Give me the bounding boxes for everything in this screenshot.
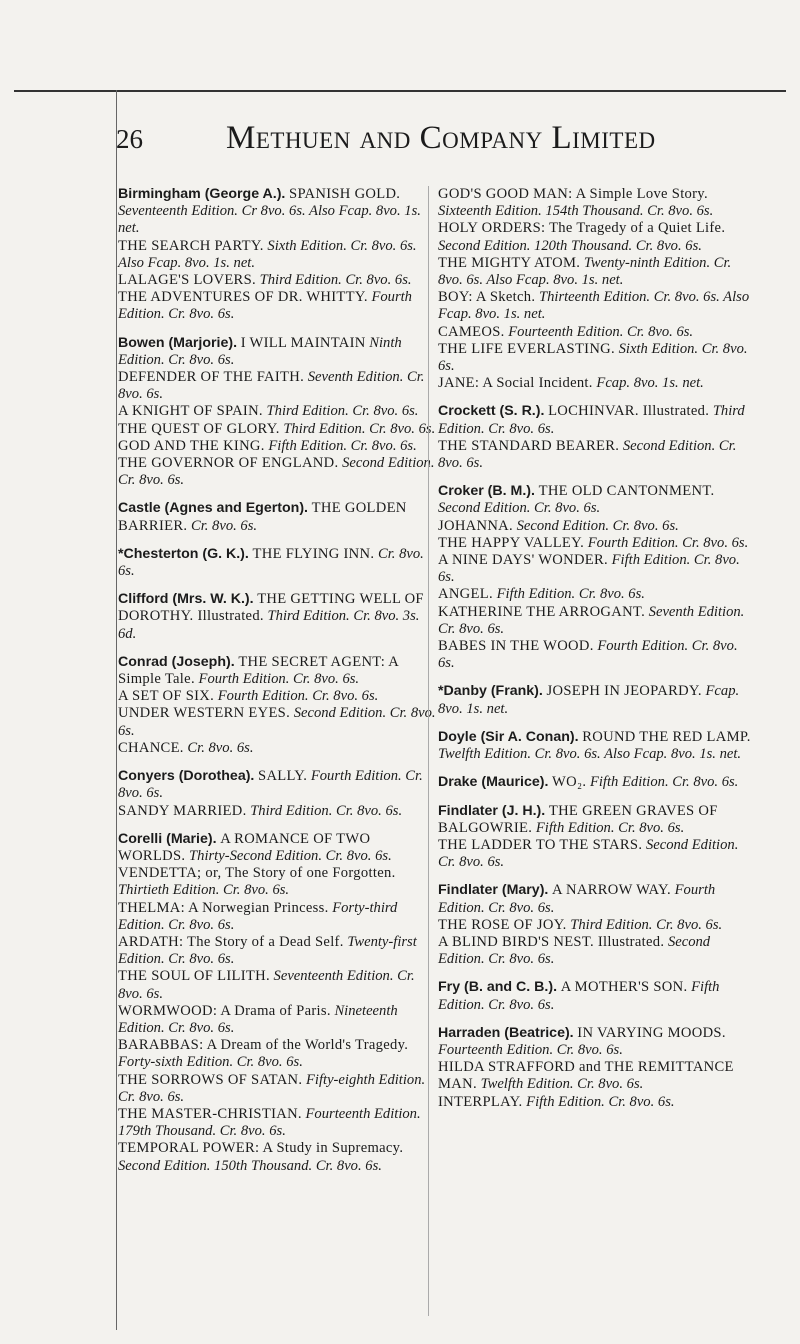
book-listing [438, 324, 756, 341]
book-title: THE SORROWS OF SATAN. [118, 1071, 303, 1088]
edition-details: Fourth Edition. Cr. 8vo. 6s. [118, 289, 412, 323]
catalogue-entry [438, 803, 756, 872]
book-title: THE ADVENTURES OF DR. WHITTY. [118, 289, 368, 306]
book-title: SANDY MARRIED. [118, 802, 247, 819]
author-name: Drake (Maurice). [438, 774, 549, 791]
right-column [438, 186, 756, 1122]
book-title: HOLY ORDERS: The Tragedy of a Quiet Life. [438, 220, 726, 237]
edition-details: Fourth Edition. Cr. 8vo. 6s. [118, 768, 423, 802]
edition-details: Cr. 8vo. 6s. [187, 739, 254, 756]
edition-details: Second Edition. 120th Thousand. Cr. 8vo. 6s. [438, 237, 702, 254]
edition-details: Twenty-first Edition. Cr. 8vo. 6s. [118, 933, 417, 968]
book-listing [118, 1003, 436, 1037]
book-listing [438, 220, 756, 254]
book-title: A SET OF SIX. [118, 688, 215, 705]
book-title: A KNIGHT OF SPAIN. [118, 403, 263, 420]
book-title: ANGEL. [438, 586, 493, 603]
edition-details: Thirty-Second Edition. Cr. 8vo. 6s. [189, 847, 392, 864]
book-title: THE SEARCH PARTY. [118, 237, 264, 254]
book-title: THE GOVERNOR OF ENGLAND. [118, 455, 339, 472]
author-name: Doyle (Sir A. Conan). [438, 728, 579, 745]
book-title: A NARROW WAY. [552, 882, 671, 899]
book-title: BARABBAS: A Dream of the World's Tragedy. [118, 1037, 409, 1054]
author-name: *Chesterton (G. K.). [118, 545, 249, 562]
book-listing [438, 186, 756, 220]
edition-details: Fifth Edition. Cr. 8vo. 6s. [496, 586, 645, 603]
catalogue-entry [438, 882, 756, 968]
book-listing [118, 438, 436, 455]
book-listing [118, 1037, 436, 1071]
edition-details: Second Edition. 150th Thousand. Cr. 8vo. 6s. [118, 1157, 382, 1174]
book-title: LOCHINVAR. Illustrated. [548, 403, 710, 420]
edition-details: Fifth Edition. Cr. 8vo. 6s. [438, 979, 720, 1013]
book-title: THE SECRET AGENT: A Simple Tale. [118, 653, 399, 688]
left-margin-rule [116, 90, 117, 1330]
author-name: Bowen (Marjorie). [118, 334, 238, 351]
book-listing [118, 272, 436, 289]
edition-details: Nineteenth Edition. Cr. 8vo. 6s. [118, 1002, 398, 1036]
edition-details: Fourteenth Edition. Cr. 8vo. 6s. [508, 323, 694, 340]
book-title: A MOTHER'S SON. [560, 979, 688, 996]
catalogue-entry [438, 186, 756, 392]
book-listing [118, 403, 436, 420]
book-title: THE LIFE EVERLASTING. [438, 340, 615, 357]
book-title: THE QUEST OF GLORY. [118, 420, 280, 437]
book-listing [438, 375, 756, 392]
book-title: THE STANDARD BEARER. [438, 437, 620, 454]
edition-details: Second Edition. Cr. 8vo. 6s. [118, 455, 435, 489]
book-title: THE SOUL OF LILITH. [118, 968, 270, 985]
book-title: THE MIGHTY ATOM. [438, 254, 581, 271]
book-title: CAMEOS. [438, 323, 505, 340]
book-listing [118, 900, 436, 934]
book-listing [438, 289, 756, 323]
edition-details: Fourth Edition. Cr. 8vo. 6s. [217, 688, 379, 705]
book-listing [438, 917, 756, 934]
book-listing [438, 1094, 756, 1111]
book-listing [118, 455, 436, 489]
edition-details: Fourth Edition. Cr. 8vo. 6s. [587, 534, 749, 551]
author-name: Crockett (S. R.). [438, 403, 545, 420]
edition-details: Thirtieth Edition. Cr. 8vo. 6s. [118, 882, 290, 899]
edition-details: Twenty-ninth Edition. Cr. 8vo. 6s. Also Fcap. 8vo. 1s. net. [438, 254, 732, 289]
book-title: THE FLYING INN. [252, 545, 375, 562]
edition-details: Fifth Edition. Cr. 8vo. 6s. [268, 437, 417, 454]
edition-details: Third Edition. Cr. 8vo. 6s. [266, 403, 419, 420]
book-title: THE MASTER-CHRISTIAN. [118, 1105, 302, 1122]
edition-details: Fourteenth Edition. 179th Thousand. Cr. 8vo. 6s. [118, 1105, 421, 1140]
edition-details: Forty-sixth Edition. Cr. 8vo. 6s. [118, 1054, 303, 1071]
edition-details: Thirteenth Edition. Cr. 8vo. 6s. Also Fcap. 8vo. 1s. net. [438, 289, 750, 323]
catalogue-entry [438, 1025, 756, 1111]
book-listing [118, 1140, 436, 1174]
edition-details: Fourth Edition. Cr. 8vo. 6s. [438, 882, 716, 916]
edition-details: Twelfth Edition. Cr. 8vo. 6s. Also Fcap. 8vo. 1s. net. [438, 746, 742, 763]
edition-details: Third Edition. Cr. 8vo. 6s. [570, 916, 723, 933]
edition-details: Fcap. 8vo. 1s. net. [596, 375, 704, 392]
book-listing [118, 968, 436, 1002]
book-title: THELMA: A Norwegian Princess. [118, 899, 329, 916]
book-listing [438, 535, 756, 552]
edition-details: Twelfth Edition. Cr. 8vo. 6s. [480, 1076, 644, 1093]
edition-details: Fifty-eighth Edition. Cr. 8vo. 6s. [118, 1071, 426, 1105]
edition-details: Fourth Edition. Cr. 8vo. 6s. [438, 638, 738, 672]
author-name: Harraden (Beatrice). [438, 1024, 574, 1041]
author-name: Conyers (Dorothea). [118, 768, 255, 785]
book-listing [118, 740, 436, 757]
author-name: Corelli (Marie). [118, 830, 217, 847]
edition-details: Second Edition. Cr. 8vo. 6s. [516, 517, 679, 534]
book-title: JOHANNA. [438, 517, 513, 534]
edition-details: Seventeenth Edition. Cr 8vo. 6s. Also Fcap. 8vo. 1s. net. [118, 203, 421, 237]
book-listing [118, 421, 436, 438]
book-title: A BLIND BIRD'S NEST. Illustrated. [438, 933, 665, 950]
edition-details: Second Edition. Cr. 8vo. 6s. [438, 933, 711, 968]
catalogue-entry [118, 186, 436, 324]
catalogue-entry [438, 729, 756, 763]
book-title: GOD AND THE KING. [118, 437, 265, 454]
book-listing [118, 289, 436, 323]
book-title: A ROMANCE OF TWO WORLDS. [118, 830, 371, 864]
catalogue-entry [438, 403, 756, 472]
book-title: WORMWOOD: A Drama of Paris. [118, 1002, 331, 1019]
book-title: KATHERINE THE ARROGANT. [438, 603, 646, 620]
edition-details: Fourteenth Edition. Cr. 8vo. 6s. [438, 1041, 623, 1058]
book-listing [438, 341, 756, 375]
running-head: Methuen and Company Limited [226, 120, 656, 156]
edition-details: Second Edition. Cr. 8vo. 6s. [438, 437, 737, 472]
edition-details: Third Edition. Cr. 8vo. 6s. [259, 272, 412, 289]
catalogue-entry [118, 768, 436, 820]
book-listing [552, 774, 738, 790]
book-title: TEMPORAL POWER: A Study in Supremacy. [118, 1140, 404, 1157]
book-title: JANE: A Social Incident. [438, 375, 593, 392]
catalogue-entry [438, 683, 756, 717]
book-listing [438, 604, 756, 638]
book-listing [438, 255, 756, 289]
edition-details: Fifth Edition. Cr. 8vo. 6s. [535, 819, 685, 836]
book-title: SPANISH GOLD. [289, 186, 401, 202]
page-header [116, 120, 756, 157]
book-listing [438, 638, 756, 672]
top-rule [14, 90, 786, 92]
book-title: DEFENDER OF THE FAITH. [118, 369, 305, 386]
catalogue-entry [118, 831, 436, 1175]
book-listing [118, 369, 436, 403]
book-title: INTERPLAY. [438, 1093, 523, 1110]
book-listing [118, 1072, 436, 1106]
book-listing [438, 518, 756, 535]
book-listing [438, 552, 756, 586]
book-title: UNDER WESTERN EYES. [118, 705, 291, 722]
author-name: Birmingham (George A.). [118, 186, 286, 202]
book-title: THE ROSE OF JOY. [438, 916, 567, 933]
catalogue-entry [118, 500, 436, 534]
edition-details: Second Edition. Cr. 8vo. 6s. [118, 705, 436, 739]
catalogue-entry [118, 654, 436, 757]
edition-details: Fifth Edition. Cr. 8vo. 6s. [438, 552, 740, 586]
book-title: THE HAPPY VALLEY. [438, 534, 585, 551]
author-name: Fry (B. and C. B.). [438, 979, 558, 996]
author-name: Clifford (Mrs. W. K.). [118, 591, 254, 608]
book-title: CHANCE. [118, 739, 184, 756]
edition-details: Third Edition. Cr. 8vo. 6s. [438, 403, 745, 437]
author-name: Findlater (J. H.). [438, 802, 546, 819]
book-listing [118, 865, 436, 899]
book-listing [118, 705, 436, 739]
catalogue-entry [118, 546, 436, 580]
book-title: BABES IN THE WOOD. [438, 638, 594, 655]
edition-details: Forty-third Edition. Cr. 8vo. 6s. [118, 899, 398, 933]
edition-details: Cr. 8vo. 6s. [118, 545, 424, 580]
edition-details: Fourth Edition. Cr. 8vo. 6s. [198, 671, 360, 688]
edition-details: Third Edition. Cr. 8vo. 6s. [250, 802, 403, 819]
book-listing [438, 934, 756, 968]
book-title: THE GETTING WELL OF DOROTHY. Illustrated. [118, 591, 424, 625]
book-listing [118, 688, 436, 705]
book-listing [438, 438, 756, 472]
author-name: Croker (B. M.). [438, 483, 535, 500]
edition-details: Sixteenth Edition. 154th Thousand. Cr. 8vo. 6s. [438, 203, 714, 220]
edition-details: Sixth Edition. Cr. 8vo. 6s. Also Fcap. 8vo. 1s. net. [118, 237, 417, 271]
book-title: GOD'S GOOD MAN: A Simple Love Story. [438, 186, 708, 202]
book-title: WO₂. [552, 774, 587, 791]
author-name: Findlater (Mary). [438, 882, 549, 899]
edition-details: Second Edition. Cr. 8vo. 6s. [438, 836, 739, 871]
book-title: I WILL MAINTAIN [240, 334, 366, 351]
book-title: ROUND THE RED LAMP. [582, 728, 751, 745]
catalogue-entry [118, 591, 436, 643]
book-title: JOSEPH IN JEOPARDY. [546, 683, 702, 700]
book-title: THE GOLDEN BARRIER. [118, 500, 407, 534]
edition-details: Seventh Edition. Cr. 8vo. 6s. [118, 369, 425, 403]
book-listing [438, 586, 756, 603]
book-title: HILDA STRAFFORD and THE REMITTANCE MAN. [438, 1059, 734, 1093]
edition-details: Cr. 8vo. 6s. [190, 517, 258, 534]
book-title: SALLY. [258, 768, 308, 785]
edition-details: Second Edition. Cr. 8vo. 6s. [438, 500, 601, 517]
book-title: THE GREEN GRAVES OF BALGOWRIE. [438, 802, 718, 836]
edition-details: Third Edition. Cr. 8vo. 3s. 6d. [118, 608, 420, 642]
author-name: Castle (Agnes and Egerton). [118, 500, 308, 517]
book-title: A NINE DAYS' WONDER. [438, 552, 608, 569]
book-title: VENDETTA; or, The Story of one Forgotten. [118, 865, 396, 882]
edition-details: Seventeenth Edition. Cr. 8vo. 6s. [118, 968, 415, 1002]
book-listing [438, 1059, 756, 1093]
book-title: THE OLD CANTONMENT. [538, 483, 715, 500]
author-name: Conrad (Joseph). [118, 653, 235, 670]
book-listing [118, 803, 436, 820]
edition-details: Fifth Edition. Cr. 8vo. 6s. [589, 774, 739, 791]
book-title: BOY: A Sketch. [438, 289, 536, 306]
catalogue-entry [438, 774, 756, 791]
book-listing [118, 238, 436, 272]
book-title: IN VARYING MOODS. [577, 1024, 726, 1041]
edition-details: Third Edition. Cr. 8vo. 6s. [283, 420, 436, 437]
page-number: 26 [116, 124, 143, 154]
book-title: LALAGE'S LOVERS. [118, 272, 256, 289]
column-divider [428, 186, 429, 1316]
book-listing [118, 1106, 436, 1140]
edition-details: Fcap. 8vo. 1s. net. [438, 683, 740, 717]
left-column [118, 186, 436, 1186]
book-title: ARDATH: The Story of a Dead Self. [118, 933, 344, 950]
edition-details: Sixth Edition. Cr. 8vo. 6s. [438, 340, 748, 375]
edition-details: Fifth Edition. Cr. 8vo. 6s. [526, 1093, 675, 1110]
author-name: *Danby (Frank). [438, 683, 543, 700]
catalogue-entry [118, 335, 436, 490]
book-title: THE LADDER TO THE STARS. [438, 836, 643, 853]
edition-details: Ninth Edition. Cr. 8vo. 6s. [118, 334, 402, 368]
catalogue-entry [438, 979, 756, 1013]
book-listing [118, 934, 436, 968]
catalogue-entry [438, 483, 756, 672]
edition-details: Seventh Edition. Cr. 8vo. 6s. [438, 603, 745, 637]
book-listing [438, 837, 756, 871]
